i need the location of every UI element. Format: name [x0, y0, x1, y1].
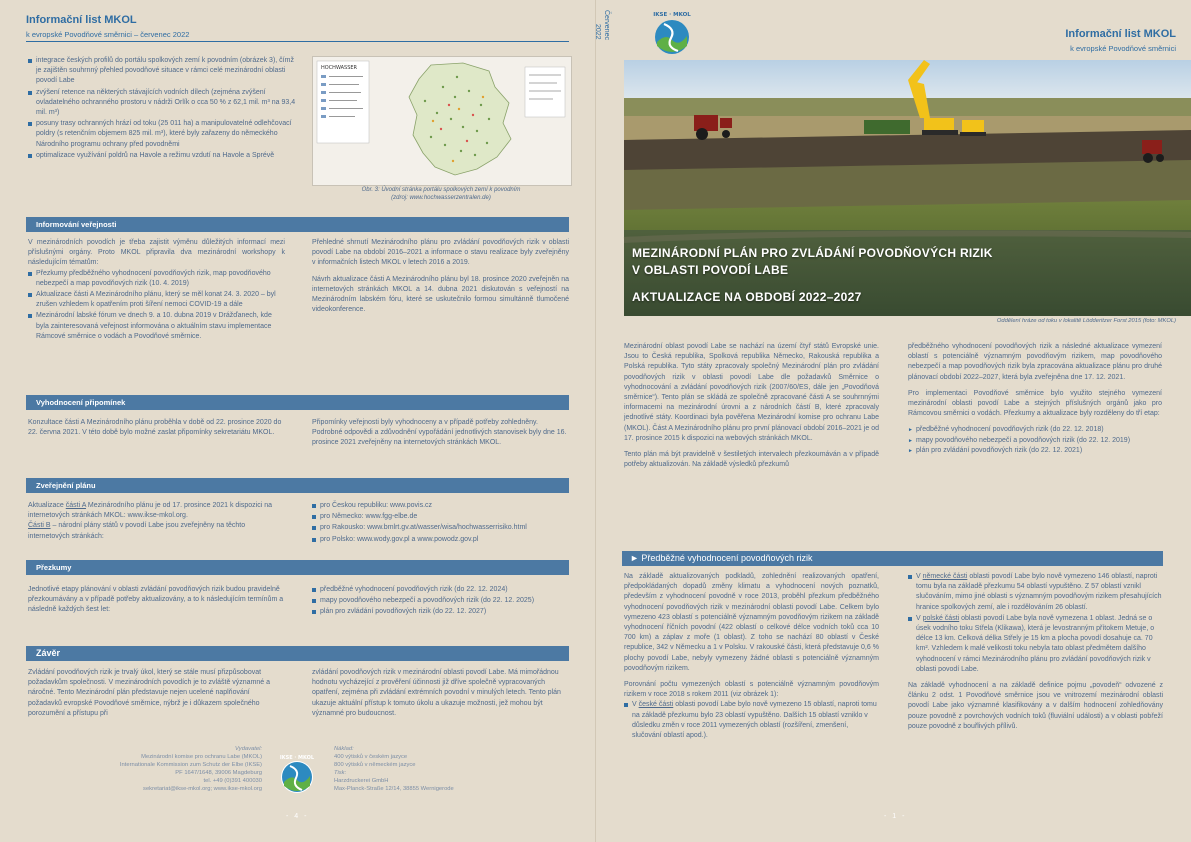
link-cast-b[interactable]: Části B — [28, 522, 51, 530]
review-deadline: mapy povodňového nebezpečí a povodňových rizik (do 22. 12. 2025) — [312, 596, 569, 606]
review-deadline: předběžné vyhodnocení povodňových rizik (do 22. 12. 2024) — [312, 585, 569, 595]
informovani-bullet: Aktualizace části A Mezinárodního plánu, který se měl konat 24. 3. 2020 – byl zrušen vzhledem k opatřením proti šíření nemoci COVID-19 a dále — [28, 290, 285, 310]
right-page-number: - 1 - — [884, 813, 907, 820]
informovani-col1 — [28, 238, 285, 343]
informovani-p1: Přehledné shrnutí Mezinárodního plánu pro zvládání povodňových rizik v oblasti povodí Labe na období 2016–2021 a informace o stavu realizace byly zveřejněny v informačních listech MKOL v letech 2016 a 2019. — [312, 239, 569, 267]
map-caption-line2: (zdroj: www.hochwasserzentralen.de) — [391, 195, 491, 201]
link-ceske-casti[interactable]: české části — [638, 701, 674, 709]
informovani-col2 — [312, 238, 569, 321]
date-vertical-year: 2022 — [594, 24, 601, 40]
national-plan-link[interactable]: pro Rakousko: www.bmlrt.gv.at/wasser/wisa/hochwasserrisiko.html — [312, 523, 574, 533]
intro-bullet: integrace českých profilů do portálu spolkových zemí k povodním (obrázek 3), čímž je zajištěn souhrnný přehled povodňové situace v rámci celé mezinárodní oblasti povodí Labe — [28, 56, 300, 87]
right-intro-p2: Tento plán má být pravidelně v šestiletých intervalech přezkoumáván a v případě potřeby aktualizován. Na základě výsledků přezkumů — [624, 451, 879, 469]
intro-bullet: posuny trasy ochranných hrází od toku (25 011 ha) a manipulovatelné odlehčovací poldry (s retenčním objemem 825 mil. m³), které byly zařazeny do německého Národního programu ochrany před povodněmi — [28, 119, 300, 150]
logo-text: IKSE · MKOL — [653, 12, 691, 18]
predbezne-p3: Na základě vyhodnocení a na základě definice pojmu „povodeň“ odvozené z článku 2 odst. 1 Povodňové směrnice jsou ve vnitrozemí mezinárodní oblasti povodí Labe jako významné klasifikovány a v dalším hodnocení zohledňovány pouze povodně z povrchových vodních toků (fluviální události) a v oblasti pobřeží pouze povodně z bouřlivých přílivů. — [908, 682, 1163, 730]
zverejneni-links — [312, 501, 574, 546]
polish-part-bullet: V polské části oblasti povodí Labe byla nově vymezena 1 oblast. Jedná se o úsek vodního toku Střela (Klikawa), která je levostranným přítokem Metuje, o délce 13 km. Celková délka Střely je 15 km a plocha povodí dosahuje ca. 70 km². Vzhledem k malé velikosti toku nebyla tato oblast předmětem dalšího vyhodnocení v rámci Mezinárodního plánu pro zvládání povodňových rizik v oblasti povodí Labe. — [908, 614, 1163, 675]
vyhodnoceni-col2: Připomínky veřejnosti byly vyhodnoceny a v případě potřeby zohledněny. Podrobné odpovědi a zdůvodnění vypořádání jednotlivých stanovisek byly dne 16. prosince 2021 zveřejněny na internetových stránkách MKOL. — [312, 419, 567, 447]
left-header-subtitle: k evropské Povodňové směrnici – červenec 2022 — [26, 30, 190, 39]
left-page — [0, 0, 595, 842]
vyhodnoceni-col1: Konzultace části A Mezinárodního plánu proběhla v době od 22. prosince 2020 do 22. června 2021. V této době bylo možné zaslat připomínky sekretariátu MKOL. — [28, 419, 282, 437]
footer-naklad-label: Náklad: — [334, 746, 354, 752]
zverejneni-a-post: Mezinárodního plánu je od 17. prosince 2021 k dispozici na internetových stránkách MKOL: www.ikse-mkol.org. — [28, 502, 272, 520]
right-header-subtitle: k evropské Povodňové směrnici — [1070, 44, 1176, 53]
footer-vydavatel-line: tel. +49 (0)391 400030 — [203, 778, 262, 784]
section-bar-vyhodnoceni: Vyhodnocení připomínek — [26, 395, 569, 410]
informovani-p2: Návrh aktualizace části A Mezinárodního plánu byl 18. prosince 2020 zveřejněn na internetových stránkách MKOL a 14. dubna 2021 diskutován s veřejností na Mezinárodním labském fóru, které se uskutečnilo formou simultánně tlumočené videokonference. — [312, 275, 569, 314]
informovani-bullet: Přezkumy předběžného vyhodnocení povodňových rizik, map povodňového nebezpečí a map povodňových rizik (10. 4. 2019) — [28, 269, 285, 289]
national-plan-link[interactable]: pro Německo: www.fgg-elbe.de — [312, 512, 574, 522]
right-header-title: Informační list MKOL — [1065, 28, 1176, 40]
czech-part-bullet: V české části oblasti povodí Labe bylo nově vymezeno 15 oblastí, naproti tomu na základě přezkumu bylo 23 oblastí vypuštěno. Dalších 15 oblastí vzniklo v důsledku změn v roce 2011 vymezených oblastí (rozšíření, zmenšení, slučování oblastí apod.). — [624, 700, 879, 741]
zverejneni-col1 — [28, 501, 285, 542]
footer-vydavatel-label: Vydavatel: — [235, 746, 262, 752]
map-legend-title: HOCHWASSER — [321, 65, 358, 71]
left-header-title: Informační list MKOL — [26, 14, 137, 26]
link-polske-casti[interactable]: polské části — [922, 614, 960, 622]
update-stage: ► mapy povodňového nebezpečí a povodňových rizik (do 22. 12. 2019) — [908, 436, 1162, 446]
right-intro-col1 — [624, 342, 879, 476]
section-bar-zverejneni: Zveřejnění plánu — [26, 478, 569, 493]
right-intro-col2 — [908, 342, 1162, 456]
headline-line1: MEZINÁRODNÍ PLÁN PRO ZVLÁDÁNÍ POVODŇOVÝCH RIZIK — [632, 246, 993, 260]
national-plan-link[interactable]: pro Polsko: www.wody.gov.pl a www.powodz.gov.pl — [312, 535, 574, 545]
headline-line3: AKTUALIZACE NA OBDOBÍ 2022–2027 — [632, 290, 862, 304]
footer-naklad-line: 800 výtisků v německém jazyce — [334, 762, 416, 768]
section-bar-zaver: Závěr — [26, 646, 569, 661]
ikse-mkol-logo-small — [270, 752, 324, 799]
predbezne-p1: Na základě aktualizovaných podkladů, zohlednění realizovaných opatření, předpokládaných dopadů změny klimatu a vyhodnocení nových poznatků, především z vyhodnocení povodně v roce 2013, proběhl přezkum předběžného vyhodnocení povodňových rizik v mezinárodní oblasti povodí Labe. Celkem bylo vymezeno 423 oblastí s potenciálně významným povodňovým rizikem na základě vyhodnocení říčních povodní (422 oblastí o celkové délce vodních toků cca 10 700 km) a záplav z moře (1 oblast). Z toho se nachází 80 oblastí v České republice, 342 v Německu a 1 v Polsku. V rakouské části, která představuje 0,6 % plochy povodí Labe, nebyly vymezeny žádné oblasti s potenciálně významným povodňovým rizikem. — [624, 573, 879, 672]
section-bar-informovani: Informování veřejnosti — [26, 217, 569, 232]
footer-vydavatel-line: Mezinárodní komise pro ochranu Labe (MKOL) — [141, 754, 262, 760]
zverejneni-b-post: – národní plány států v povodí Labe jsou zveřejněny na těchto internetových stránkách: — [28, 522, 246, 540]
prezkumy-col1: Jednotlivé etapy plánování v oblasti zvládání povodňových rizik budou pravidelně přezkoumávány a v případě potřeby aktualizovány, a to k následujícím termínům a následně každých šest let: — [28, 586, 284, 614]
informovani-intro: V mezinárodních povodích je třeba zajistit výměnu důležitých informací mezi příslušnými orgány. Proto MKOL připravila dva mezinárodní workshopy k následujícím tématům: — [28, 239, 285, 267]
right-intro-p4: Pro implementaci Povodňové směrnice bylo využito stejného vymezení mezinárodní oblasti povodí Labe a stejných příslušných orgánů jako pro Rámcovou směrnici o vodách. Přezkumy a aktualizace byly rozděleny do tří etap: — [908, 389, 1162, 418]
left-page-number: - 4 - — [286, 813, 309, 820]
footer-vydavatel-line: sekretariat@ikse-mkol.org; www.ikse-mkol.org — [143, 786, 262, 792]
predbezne-col1 — [624, 572, 879, 742]
footer-print-info — [334, 745, 534, 793]
update-stage: ► plán pro zvládání povodňových rizik (do 22. 12. 2021) — [908, 446, 1162, 456]
national-plan-link[interactable]: pro Českou republiku: www.povis.cz — [312, 501, 574, 511]
headline-line2: V OBLASTI POVODÍ LABE — [632, 263, 789, 277]
intro-bullet: optimalizace využívání poldrů na Havole a režimu vzdutí na Havole a Sprévě — [28, 151, 300, 161]
link-cast-a[interactable]: části A — [65, 502, 86, 509]
section-bar-predbezne: ► Předběžné vyhodnocení povodňových rizik — [622, 551, 1163, 566]
informovani-bullet: Mezinárodní labské fórum ve dnech 9. a 10. dubna 2019 v Drážďanech, kde byla zainteresovaná veřejnost informována o aktuálním stavu implementace Rámcové směrnice o vodách a Povodňové směrnice. — [28, 311, 285, 342]
footer-tisk-line: Harzdruckerei GmbH — [334, 778, 389, 784]
intro-bullets — [28, 56, 300, 162]
review-deadline: plán pro zvládání povodňových rizik (do 22. 12. 2027) — [312, 607, 569, 617]
right-intro-p1: Mezinárodní oblast povodí Labe se nachází na území čtyř států Evropské unie. Jsou to Česká republika, Spolková republika Německo, Rakouská republika a Polská republika. Tyto státy zpracovaly společný Mezinárodní plán pro zvládání povodňových rizik v oblasti povodí Labe dle požadavků Směrnice o vyhodnocování a zvládání povodňových rizik (2007/60/ES, dále jen „Povodňová směrnice“). Tento plán se skládá ze společně zpracované části A se souhrnnými informacemi na mezinárodní úrovni a z národních částí B, které zpracovaly jednotlivé státy. Koordinaci byla pověřena Mezinárodní komise pro ochranu Labe (MKOL). Část A Mezinárodního plánu pro první plánovací období 2016–2021 je od 17. prosince 2015 k dispozici na webových stránkách MKOL. — [624, 343, 879, 442]
svg-text:IKSE · MKOL: IKSE · MKOL — [279, 755, 315, 761]
germany-map-image — [313, 57, 571, 185]
zaver-col2: zvládání povodňových rizik v mezinárodní oblasti povodí Labe. Má mimořádnou hodnotu vycházející z prověření účinnosti již dříve společně vypracovaných opatření, zejména při zvládání extrémních povodní v minulých letech. Tento plán ukazuje aktuální přístup k tomuto úkolu a ukazuje možnosti, jež mohou být významné pro budoucnost. — [312, 669, 561, 717]
prezkumy-items — [312, 585, 569, 619]
predbezne-p2: Porovnání počtu vymezených oblastí s potenciálně významným povodňovým rizikem v roce 2018 s rokem 2011 (viz obrázek 1): — [624, 681, 879, 699]
date-vertical-month: Červenec — [603, 10, 610, 40]
right-intro-p3: předběžného vyhodnocení povodňových rizik a následné aktualizace vymezení oblastí s potenciálně významným povodňovým rizikem, map povodňového nebezpečí a map povodňových rizik byla zpracována aktualizace plánu pro druhé plánovací období 2022–2027, která byla zveřejněna dne 17. 12. 2021. — [908, 343, 1162, 381]
zaver-col1: Zvládání povodňových rizik je trvalý úkol, který se stále musí přizpůsobovat požadavkům společnosti. V mezinárodních povodích je to zvláště významné a náročné. Tento Mezinárodní plán představuje nejen ucelené naplňování požadavků evropské Povodňové směrnice, nýbrž je i důkazem společného porozumění a přístupu při — [28, 669, 271, 717]
footer-tisk-label: Tisk: — [334, 770, 347, 776]
footer-vydavatel — [60, 745, 262, 793]
predbezne-col2 — [908, 572, 1163, 738]
german-part-bullet: V německé části oblasti povodí Labe bylo nově vymezeno 146 oblastí, naproti tomu byla na základě přezkumu 54 oblastí vypuštěno. Z 57 oblastí vznikl slučováním, mimo jiné oblasti s významným povodňovým rizikem přesahujících hranice spolkových zemí, ale i rozdělováním 26 oblastí. — [908, 572, 1163, 613]
footer-naklad-line: 400 výtisků v českém jazyce — [334, 754, 408, 760]
photo-caption: Oddělení hráze od toku v lokalitě Lödderitzer Forst 2015 (foto: MKOL) — [996, 318, 1176, 324]
footer-tisk-line: Max-Planck-Straße 12/14, 38855 Wernigerode — [334, 786, 454, 792]
portal-map-figure — [312, 56, 572, 186]
section-bar-prezkumy: Přezkumy — [26, 560, 569, 575]
left-header-rule — [26, 41, 569, 42]
zverejneni-a-pre: Aktualizace — [28, 502, 66, 509]
intro-bullet: zvýšení retence na některých stávajících vodních dílech (zejména zvýšení ovladatelného ochranného prostoru v nádrži Orlík o cca 50 % z 62,1 mil. m³ na 93,4 mil. m³) — [28, 88, 300, 119]
update-stage: ► předběžné vyhodnocení povodňových rizik (do 22. 12. 2018) — [908, 425, 1162, 435]
map-caption-line1: Obr. 3: Úvodní stránka portálu spolkových zemí k povodním — [361, 187, 521, 193]
footer-vydavatel-line: PF 1647/1648, 39006 Magdeburg — [175, 770, 262, 776]
link-nemecke-casti[interactable]: německé části — [922, 573, 968, 580]
footer-vydavatel-line: Internationale Kommission zum Schutz der Elbe (IKSE) — [119, 762, 262, 768]
